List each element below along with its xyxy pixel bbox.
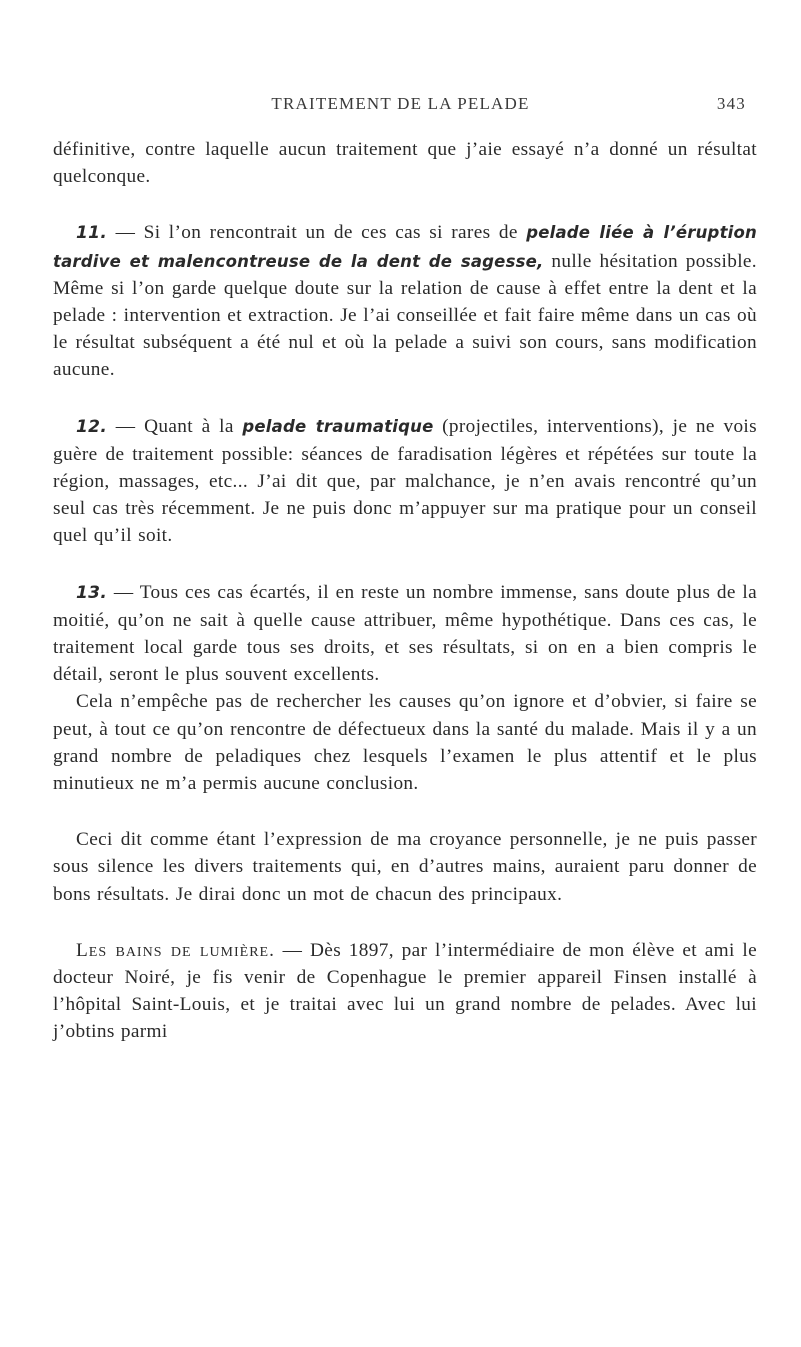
paragraph-text: nulle hésitation possible. Même si l’on garde quelque doute sur la relation de cause à effet entre la dent et la pelade : intervention et extraction. Je l’ai conseillée et fait faire même dans un cas où le résultat subséquent a été nul et où la pelade a suivi son cours, sans modification aucune. [53,250,757,381]
paragraph-text: Ceci dit comme étant l’expression de ma croyance personnelle, je ne puis passer sous silence les divers traitements qui, en d’autres mains, auraient paru donner de bons résultats. Je dirai donc un mot de chacun des principaux. [53,829,757,905]
emphasized-term: pelade traumatique [242,416,434,436]
paragraph-text: définitive, contre laquelle aucun traitement que j’aie essayé n’a donné un résultat quelconque. [53,139,757,188]
page-number: 343 [716,94,746,113]
paragraph-text: — Tous ces cas écartés, il en reste un nombre immense, sans doute plus de la moitié, qu’on ne sait à quelle cause attribuer, même hypothétique. Dans ces cas, le traitement local garde tous ses droits, et ses résultats, si on en a bien compris le détail, seront le plus souvent excellents. [53,581,757,686]
paragraph-continued [53,136,757,190]
running-title: TRAITEMENT DE LA PELADE [271,94,530,113]
running-header [0,94,801,118]
section-number: 11. [76,223,108,244]
paragraph-13 [53,579,757,689]
paragraph-text: — Si l’on rencontrait un de ces cas si rares de [107,222,527,244]
emphasized-term: pelade liée à l’éruption tardive et malencontreuse de la dent de sagesse, [53,223,757,271]
paragraph-15 [53,937,757,1046]
paragraph-13-continued [53,688,757,797]
paragraph-text: (projectiles, interventions), je ne vois guère de traitement possible: séances de faradisation légères et répétées sur toute la région, massages, etc... J’ai dit que, par malchance, je n’en avais rencontré qu’un seul cas très récemment. Je ne puis donc m’appuyer sur ma pratique pour un conseil quel qu’il soit. [53,415,757,547]
section-number: 13. [76,582,108,603]
section-number: 12. [76,416,108,437]
paragraph-text: Cela n’empêche pas de rechercher les causes qu’on ignore et d’obvier, si faire se peut, à tout ce qu’on rencontre de défectueux dans la santé du malade. Mais il y a un grand nombre de peladiques chez lesquels l’examen le plus attentif et le plus minutieux ne m’a permis aucune conclusion. [53,691,757,795]
paragraph-12 [53,413,757,550]
body-text [53,136,757,1046]
paragraph-11 [53,219,757,383]
paragraph-14 [53,826,757,908]
section-heading: Les bains de lumière. [76,939,275,961]
paragraph-text: — Quant à la [107,415,243,437]
paragraph-text: — Dès 1897, par l’intermédiaire de mon élève et ami le docteur Noiré, je fis venir de Copenhague le premier appareil Finsen installé à l’hôpital Saint-Louis, et je traitai avec lui un grand nombre de pelades. Avec lui j’obtins parmi [53,939,757,1043]
